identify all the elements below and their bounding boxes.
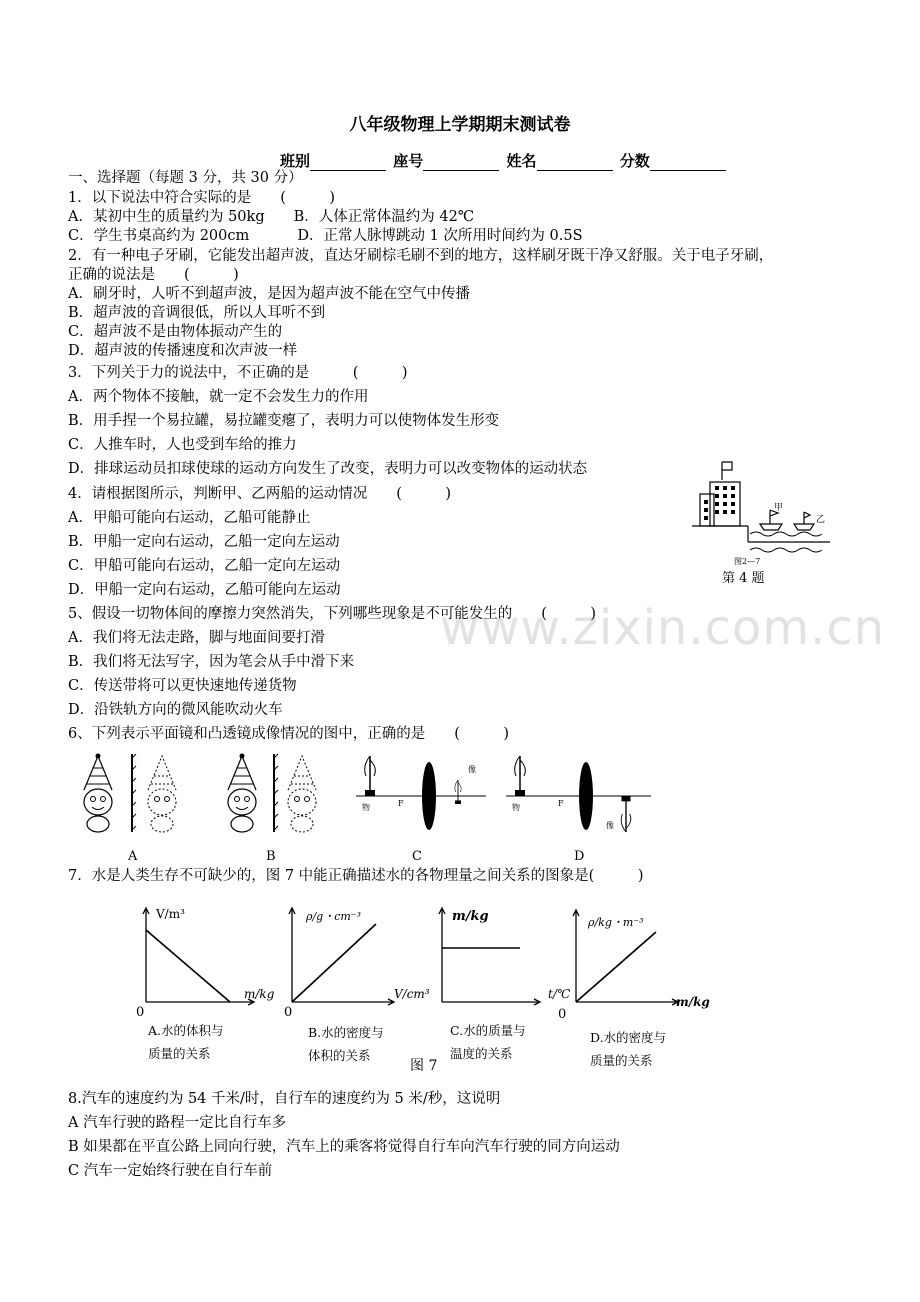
q4-stem: 4．请根据图所示，判断甲、乙两船的运动情况 ( ) xyxy=(68,486,452,502)
q5-option-b: B．我们将无法写字，因为笔会从手中滑下来 xyxy=(68,654,355,670)
q4-option-c: C．甲船可能向右运动，乙船一定向左运动 xyxy=(68,558,341,574)
name-label: 姓名 xyxy=(506,152,537,170)
q7-caption-d2: 质量的关系 xyxy=(590,1053,653,1068)
q7-caption-c1: C.水的质量与 xyxy=(450,1023,526,1038)
page-title: 八年级物理上学期期末测试卷 xyxy=(349,115,571,135)
q4-fig-caption: 第 4 题 xyxy=(722,571,765,586)
q8-option-a: A 汽车行驶的路程一定比自行车多 xyxy=(68,1115,287,1131)
class-blank[interactable] xyxy=(310,154,386,171)
q6-label-a: A xyxy=(128,849,138,864)
q1-options-cd: C．学生书桌高约为 200cm D．正常人脉博跳动 1 次所用时间约为 0.5S xyxy=(68,228,583,244)
q4-option-a: A．甲船可能向右运动，乙船可能静止 xyxy=(68,510,311,526)
q7-graph-a-xlabel: m/kg xyxy=(244,987,275,1001)
q4-fig-small-label: 图2—7 xyxy=(734,557,761,566)
q3-option-a: A．两个物体不接触，就一定不会发生力的作用 xyxy=(68,389,369,405)
q2-stem-line2: 正确的说法是 ( ) xyxy=(68,267,239,283)
q2-option-d: D．超声波的传播速度和次声波一样 xyxy=(68,343,298,359)
q2-option-b: B．超声波的音调很低，所以人耳听不到 xyxy=(68,305,326,321)
q4-boat-a-label: 甲 xyxy=(774,503,784,513)
q7-caption-c2: 温度的关系 xyxy=(450,1046,513,1061)
q8-option-b: B 如果都在平直公路上同向行驶，汽车上的乘客将觉得自行车向汽车行驶的同方向运动 xyxy=(68,1139,620,1155)
q7-graph-a-origin: 0 xyxy=(136,1005,145,1020)
q3-stem: 3．下列关于力的说法中，不正确的是 ( ) xyxy=(68,365,408,381)
seat-blank[interactable] xyxy=(423,154,499,171)
q8-stem: 8.汽车的速度约为 54 千米/时，自行车的速度约为 5 米/秒，这说明 xyxy=(68,1091,501,1107)
q6-d-image-label: 像 xyxy=(606,821,614,830)
q2-option-c: C．超声波不是由物体振动产生的 xyxy=(68,324,283,340)
q3-option-b: B．用手捏一个易拉罐，易拉罐变瘪了，表明力可以使物体发生形变 xyxy=(68,413,500,429)
q7-caption-a2: 质量的关系 xyxy=(148,1046,211,1061)
q5-stem: 5、假设一切物体间的摩擦力突然消失，下列哪些现象是不可能发生的 ( ) xyxy=(68,606,597,622)
q5-option-d: D．沿铁轨方向的微风能吹动火车 xyxy=(68,702,283,718)
q7-stem: 7．水是人类生存不可缺少的，图 7 中能正确描述水的各物理量之间关系的图象是( ) xyxy=(68,868,644,884)
q1-options-ab: A．某初中生的质量约为 50kg B．人体正常体温约为 42℃ xyxy=(68,209,475,225)
q6-label-d: D xyxy=(574,849,585,864)
q7-graphs xyxy=(130,900,720,1020)
q7-graph-d-ylabel: ρ/kg・m⁻³ xyxy=(588,916,644,929)
q7-caption-d1: D.水的密度与 xyxy=(590,1030,667,1045)
q7-caption-b1: B.水的密度与 xyxy=(308,1025,384,1040)
watermark: www.zixin.com.cn xyxy=(440,600,886,656)
q6-c-focus-label: F xyxy=(398,799,404,808)
q6-label-c: C xyxy=(412,849,422,864)
q5-option-a: A．我们将无法走路，脚与地面间要打滑 xyxy=(68,630,325,646)
score-blank[interactable] xyxy=(650,154,726,171)
q6-c-image-label: 像 xyxy=(468,765,476,774)
q1-stem: 1．以下说法中符合实际的是 ( ) xyxy=(68,190,336,206)
section-heading: 一、选择题（每题 3 分，共 30 分） xyxy=(68,170,303,186)
q7-graph-c-xlabel: t/℃ xyxy=(548,987,571,1001)
q6-d-focus-label: F xyxy=(558,799,564,808)
q6-d-object-label: 物 xyxy=(512,803,520,812)
q4-boat-b-label: 乙 xyxy=(816,515,826,525)
seat-label: 座号 xyxy=(393,152,424,170)
q4-option-d: D．甲船一定向右运动，乙船可能向左运动 xyxy=(68,582,341,598)
q3-option-d: D．排球运动员扣球使球的运动方向发生了改变，表明力可以改变物体的运动状态 xyxy=(68,461,588,477)
q6-figures xyxy=(76,750,666,868)
q7-graph-b-xlabel: V/cm³ xyxy=(394,987,430,1001)
student-info-fields xyxy=(280,150,728,171)
q8-option-c: C 汽车一定始终行驶在自行车前 xyxy=(68,1163,273,1179)
q7-graph-c-ylabel: m/kg xyxy=(452,909,489,924)
q7-graph-a-ylabel: V/m³ xyxy=(156,907,185,921)
q6-label-b: B xyxy=(266,849,276,864)
q7-graph-d-origin: 0 xyxy=(558,1007,567,1020)
q3-option-c: C．人推车时，人也受到车给的推力 xyxy=(68,437,297,453)
q2-stem-line1: 2．有一种电子牙刷，它能发出超声波，直达牙刷棕毛刷不到的地方，这样刷牙既干净又舒服。关于电子牙刷， xyxy=(68,248,774,264)
q6-c-object-label: 物 xyxy=(362,803,370,812)
class-label: 班别 xyxy=(280,152,311,170)
q6-stem: 6、下列表示平面镜和凸透镜成像情况的图中，正确的是 ( ) xyxy=(68,726,510,742)
q4-option-b: B．甲船一定向右运动，乙船一定向左运动 xyxy=(68,534,340,550)
q7-graph-d-xlabel: m/kg xyxy=(676,995,710,1009)
q4-figure xyxy=(690,458,840,588)
name-blank[interactable] xyxy=(537,154,613,171)
q2-option-a: A．刷牙时，人听不到超声波，是因为超声波不能在空气中传播 xyxy=(68,286,470,302)
q7-figure-label: 图 7 xyxy=(410,1058,438,1074)
q7-graph-b-ylabel: ρ/g・cm⁻³ xyxy=(306,910,362,923)
q5-option-c: C．传送带将可以更快速地传递货物 xyxy=(68,678,297,694)
q7-caption-b2: 体积的关系 xyxy=(308,1048,371,1063)
q7-graph-b-origin: 0 xyxy=(284,1005,293,1020)
score-label: 分数 xyxy=(619,152,650,170)
q7-caption-a1: A.水的体积与 xyxy=(148,1023,224,1038)
